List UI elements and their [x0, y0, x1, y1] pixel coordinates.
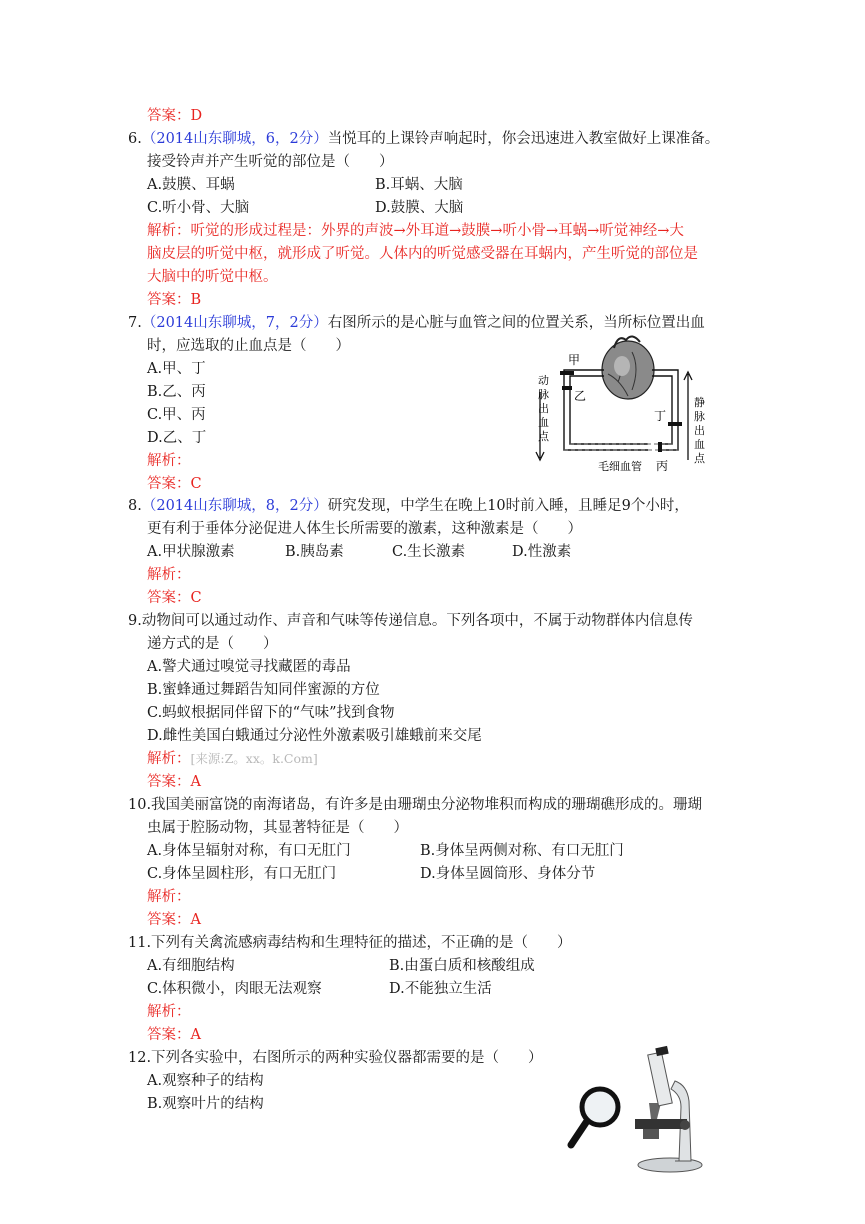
label-artery-0: 动 [538, 374, 549, 387]
q10-option-d: D.身体呈圆筒形、身体分节 [420, 866, 596, 882]
q8-answer: 答案：C [147, 590, 202, 606]
q11-analysis: 解析： [147, 1004, 191, 1020]
q8-analysis: 解析： [147, 567, 191, 583]
q10-answer: 答案：A [147, 912, 201, 928]
q6-stem-text: 当悦耳的上课铃声响起时，你会迅速进入教室做好上课准备。 [327, 131, 720, 147]
q8-option-b: B.胰岛素 [285, 544, 344, 560]
lab-instruments-picture [565, 1045, 715, 1175]
q9-option-b: B.蜜蜂通过舞蹈告知同伴蜜源的方位 [147, 682, 380, 698]
q6-option-c: C.听小骨、大脑 [147, 200, 250, 216]
label-artery-2: 出 [538, 402, 549, 415]
q9-stem-line1: 9.动物间可以通过动作、声音和气味等传递信息。下列各项中，不属于动物群体内信息传 [128, 613, 693, 629]
label-artery-3: 血 [538, 416, 549, 429]
q9-answer: 答案：A [147, 774, 201, 790]
point-yi-marker [562, 386, 572, 390]
q8-stem-text: 研究发现，中学生在晚上10时前入睡，且睡足9个小时， [327, 498, 689, 514]
q6-option-d: D.鼓膜、大脑 [375, 200, 464, 216]
q6-number: 6. [128, 131, 142, 147]
q6-option-a: A.鼓膜、耳蜗 [147, 177, 235, 193]
q6-analysis-line1: 解析：听觉的形成过程是：外界的声波→外耳道→鼓膜→听小骨→耳蜗→听觉神经→大 [147, 223, 684, 239]
q7-source: （2014山东聊城，7，2分） [141, 315, 328, 331]
q8-option-c: C.生长激素 [392, 544, 466, 560]
q8-source: （2014山东聊城，8，2分） [141, 498, 328, 514]
microscope-icon [635, 1046, 702, 1172]
label-vein-2: 出 [694, 424, 705, 437]
label-vein-3: 血 [694, 438, 705, 451]
q8-stem-line2: 更有利于垂体分泌促进人体生长所需要的激素，这种激素是（ ） [147, 521, 582, 537]
q10-option-a: A.身体呈辐射对称，有口无肛门 [147, 843, 351, 859]
q10-option-b: B.身体呈两侧对称、有口无肛门 [420, 843, 624, 859]
heart-vessel-diagram [528, 330, 708, 478]
magnifying-glass-icon [571, 1089, 618, 1145]
q11-option-a: A.有细胞结构 [147, 958, 235, 974]
q6-analysis-line3: 大脑中的听觉中枢。 [147, 269, 278, 285]
vein-arrow [684, 372, 692, 460]
q6-source: （2014山东聊城，6，2分） [141, 131, 328, 147]
q5-answer: 答案：D [147, 108, 203, 124]
q6-stem-line1 [128, 129, 719, 149]
label-ding: 丁 [654, 409, 667, 423]
q6-answer: 答案：B [147, 292, 202, 308]
q7-option-a: A.甲、丁 [147, 361, 206, 377]
label-jia: 甲 [568, 353, 581, 367]
q9-analysis-line [147, 749, 318, 769]
q8-option-d: D.性激素 [512, 544, 572, 560]
label-vein-4: 点 [694, 452, 705, 465]
q8-stem-line1 [128, 496, 689, 516]
q9-watermark: [来源:Z。xx。k.Com] [190, 751, 318, 766]
q10-analysis: 解析： [147, 889, 191, 905]
q7-option-d: D.乙、丁 [147, 430, 207, 446]
point-jia-marker [560, 371, 574, 375]
label-yi: 乙 [574, 389, 587, 403]
point-ding-marker [668, 422, 682, 426]
q8-number: 8. [128, 498, 142, 514]
q11-stem: 11.下列有关禽流感病毒结构和生理特征的描述，不正确的是（ ） [128, 935, 572, 951]
q9-option-a: A.警犬通过嗅觉寻找藏匿的毒品 [147, 659, 351, 675]
q7-stem-line2: 时，应选取的止血点是（ ） [147, 338, 350, 354]
q9-stem-line2: 递方式的是（ ） [147, 636, 278, 652]
label-vein-0: 静 [694, 396, 705, 409]
q11-option-c: C.体积微小，肉眼无法观察 [147, 981, 322, 997]
q11-option-b: B.由蛋白质和核酸组成 [389, 958, 535, 974]
q8-option-a: A.甲状腺激素 [147, 544, 235, 560]
label-artery-1: 脉 [538, 388, 549, 401]
q9-analysis: 解析： [147, 751, 191, 767]
label-artery-4: 点 [538, 430, 549, 443]
label-capillary: 毛细血管 [598, 460, 642, 473]
q10-option-c: C.身体呈圆柱形，有口无肛门 [147, 866, 337, 882]
q6-option-b: B.耳蜗、大脑 [375, 177, 463, 193]
q7-analysis: 解析： [147, 453, 191, 469]
label-vein-1: 脉 [694, 410, 705, 423]
q11-answer: 答案：A [147, 1027, 201, 1043]
q7-stem-text: 右图所示的是心脏与血管之间的位置关系，当所标位置出血 [327, 315, 705, 331]
q7-number: 7. [128, 315, 142, 331]
q12-option-b: B.观察叶片的结构 [147, 1096, 264, 1112]
q6-stem-line2: 接受铃声并产生听觉的部位是（ ） [147, 154, 394, 170]
q7-answer: 答案：C [147, 476, 202, 492]
q7-option-c: C.甲、丙 [147, 407, 206, 423]
q6-analysis-line2: 脑皮层的听觉中枢，就形成了听觉。人体内的听觉感受器在耳蜗内，产生听觉的部位是 [147, 246, 698, 262]
q11-option-d: D.不能独立生活 [389, 981, 492, 997]
q10-stem-line2: 虫属于腔肠动物，其显著特征是（ ） [147, 820, 408, 836]
q12-option-a: A.观察种子的结构 [147, 1073, 264, 1089]
label-bing: 丙 [656, 459, 669, 473]
q7-option-b: B.乙、丙 [147, 384, 206, 400]
heart-illustration [602, 336, 654, 399]
point-bing-marker [658, 442, 662, 452]
q9-option-c: C.蚂蚁根据同伴留下的“气味”找到食物 [147, 705, 395, 721]
q12-stem: 12.下列各实验中，右图所示的两种实验仪器都需要的是（ ） [128, 1050, 543, 1066]
q9-option-d: D.雌性美国白蛾通过分泌性外激素吸引雄蛾前来交尾 [147, 728, 482, 744]
q10-stem-line1: 10.我国美丽富饶的南海诸岛，有许多是由珊瑚虫分泌物堆积而构成的珊瑚礁形成的。珊瑚 [128, 797, 703, 813]
